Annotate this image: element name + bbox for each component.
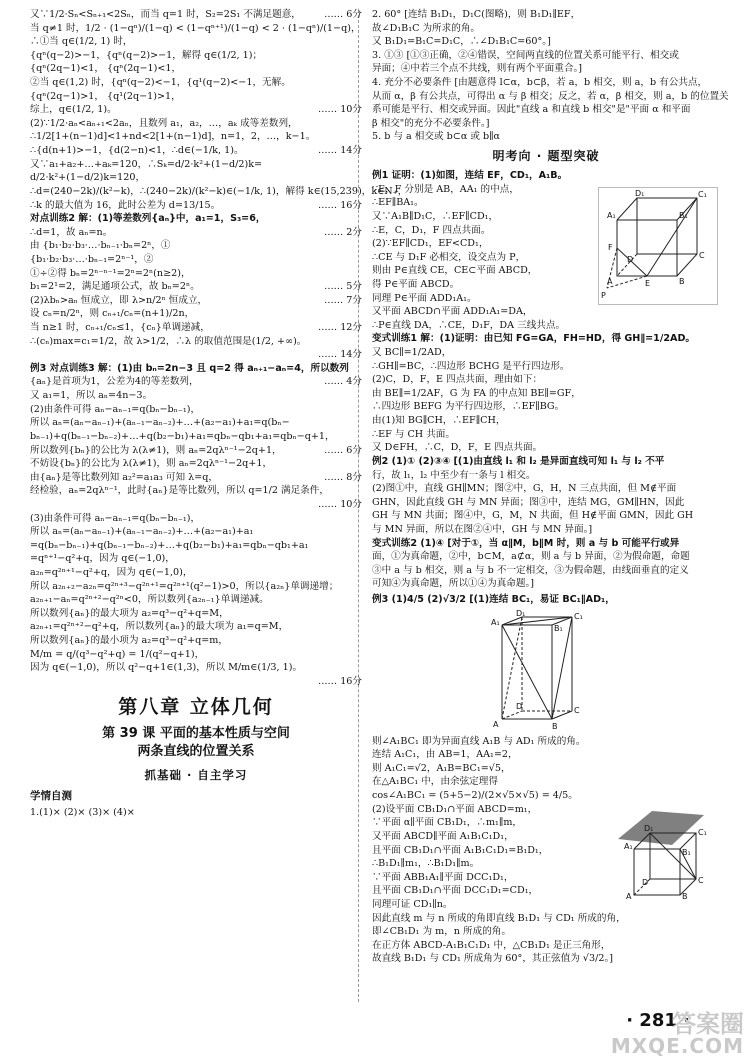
variant1-line xyxy=(372,387,720,401)
answer-line: 故∠D₁B₁C 为所求的角。 xyxy=(372,22,481,34)
svg-text:D₁: D₁ xyxy=(516,608,526,618)
svg-text:C₁: C₁ xyxy=(698,827,707,837)
variant1-line xyxy=(372,414,720,428)
solution-line-text: 因为 q∈(−1,0)，所以 q²−q+1∈(1,3)，所以 M/m∈(1/3, 1)。 xyxy=(30,662,303,674)
solution-line xyxy=(30,389,362,403)
right-column xyxy=(372,8,729,966)
answers-continued xyxy=(372,8,729,144)
solution-line-text: 不妨设{bₙ}的公比为 λ(λ≠1)，则 aₙ=2qλⁿ⁻¹−2q+1， xyxy=(30,458,273,470)
score-marker: …… 2分 xyxy=(324,226,362,238)
svg-text:C₁: C₁ xyxy=(698,190,707,200)
example3-line: 在正方体 ABCD-A₁B₁C₁D₁ 中，△CB₁D₁ 是正三角形， xyxy=(372,939,611,951)
watermark-top-text: 答案圈 xyxy=(672,1010,744,1038)
solution-line-text: ∴①当 q∈(1/2, 1) 时， xyxy=(30,36,133,48)
solution-line-text: (2)∵1/2·aₙ<aₙ₊₁<2aₙ，且数列 a₁，a₂，…，aₖ 成等差数列， xyxy=(30,117,298,129)
solution-line xyxy=(30,22,362,36)
solution-line-text: ②当 q∈(1,2) 时，{qⁿ(q−2)<−1，{q¹(q−2)<−1，无解。 xyxy=(30,77,291,89)
solution-line-text: bₙ₋₁)+q(bₙ₋₁−bₙ₋₂)+…+q(b₂−b₁)+a₁=qbₙ−qb₁+a₁=qbₙ−q+1， xyxy=(30,430,335,442)
solution-line-text: 所以 aₙ=(aₙ−aₙ₋₁)+(aₙ₋₁−aₙ₋₂)+…+(a₂−a₁)+a₁=q(bₙ− xyxy=(30,417,290,429)
variant1-line xyxy=(372,373,720,387)
solution-line-text: 例3 对点训练3 解：(1)由 bₙ=2n−3 且 q=2 得 aₙ₊₁−aₙ=4，所以数列 xyxy=(30,362,349,374)
solution-line xyxy=(30,620,362,634)
cube-figure-2 xyxy=(614,805,718,901)
example1-line xyxy=(372,196,590,210)
score-marker: …… 10分 xyxy=(317,498,362,510)
solution-line xyxy=(30,430,362,444)
example1-line xyxy=(372,319,590,333)
section-basics-title: 抓基础 · 自主学习 xyxy=(144,767,248,782)
score-marker: …… 16分 xyxy=(317,675,362,687)
solution-line xyxy=(30,593,362,607)
example1-line-text: 例1 证明：(1)如图，连结 EF，CD₁，A₁B。 xyxy=(372,170,568,182)
solution-line xyxy=(30,62,362,76)
example2-line xyxy=(372,455,720,469)
chapter-title: 第八章 立体几何 xyxy=(118,696,274,719)
example1-line-text: 同理 P∈平面 ADD₁A₁。 xyxy=(372,292,477,304)
example3-line: (2)设平面 CB₁D₁∩平面 ABCD=m₁， xyxy=(372,803,538,815)
solution-line-text: 又∵a₁+a₂+…+aₖ=120，∴Sₖ=d/2·k²+(1−d/2)k= xyxy=(30,158,263,170)
solution-line-text: {b₁·b₂·b₃·…·bₙ₋₁=2ⁿ⁻¹，② xyxy=(30,253,154,265)
variant1-line-text: 又 BC∥=1/2AD， xyxy=(372,347,452,359)
example1-block xyxy=(372,169,720,332)
example3-line: 在△A₁BC₁ 中，由余弦定理得 xyxy=(372,776,498,788)
variant1-line-text: ∴四边形 BEFG 为平行四边形，∴EF∥BG。 xyxy=(372,401,565,413)
example2-line xyxy=(372,523,720,537)
svg-text:A₁: A₁ xyxy=(607,211,616,221)
example1-line xyxy=(372,292,590,306)
answer-line: 3. ①③ [①③正确，②④错误，空间两直线的位置关系可能平行、相交或 xyxy=(372,49,679,61)
example1-line-text: ∴CE 与 D₁F 必相交，设交点为 P， xyxy=(372,251,526,263)
variant2-line-text: 面，①为真命题，②中，b⊂M，a⊄α，则 a 与 b 异面，②为假命题，命题 xyxy=(372,551,690,563)
solution-line xyxy=(30,457,362,471)
solution-line-text: (2)λbₙ>aₙ 恒成立，即 λ>n/2ⁿ 恒成立， xyxy=(30,294,208,306)
example1-line xyxy=(372,305,590,319)
svg-text:D₁: D₁ xyxy=(644,823,654,833)
solution-line xyxy=(30,171,362,185)
answer-line: 系可能是平行、相交或异面。因此"直线 a 和直线 b 相交"是"平面 α 和平面 xyxy=(372,104,691,116)
svg-text:A: A xyxy=(493,719,499,729)
example1-line xyxy=(372,183,590,197)
variant2-line xyxy=(372,550,720,564)
solution-line-text: (2)由条件可得 aₙ−aₙ₋₁=q(bₙ−bₙ₋₁)， xyxy=(30,403,201,415)
solution-line xyxy=(30,512,362,526)
solution-line xyxy=(30,117,362,131)
lesson-title-line2: 两条直线的位置关系 xyxy=(137,743,255,759)
solution-line xyxy=(30,144,362,158)
score-marker: …… 7分 xyxy=(324,294,362,306)
solution-line xyxy=(30,375,362,389)
example2-line-text: 与 MN 异面，所以在图②④中，GH 与 MN 异面。] xyxy=(372,523,593,535)
svg-text:B₁: B₁ xyxy=(682,847,691,857)
solution-line-text: b₁=2¹=2，满足通项公式，故 bₙ=2ⁿ。 xyxy=(30,281,200,293)
example1-line xyxy=(372,278,590,292)
example1-line xyxy=(372,169,590,183)
solution-line xyxy=(30,226,362,240)
example3-line: cos∠A₁BC₁ = (5+5−2)/(2×√5×√5) = 4/5。 xyxy=(372,790,578,802)
example1-line-text: ∴EF∥BA₁。 xyxy=(372,197,424,209)
svg-text:B₁: B₁ xyxy=(679,211,688,221)
solution-line xyxy=(30,103,362,117)
score-marker: …… 4分 xyxy=(324,376,362,388)
example3-lines xyxy=(372,735,626,966)
example2-line xyxy=(372,482,720,496)
example2-line xyxy=(372,496,720,510)
solution-line-text: (3)由条件可得 aₙ−aₙ₋₁=q(bₙ−bₙ₋₁)， xyxy=(30,512,201,524)
example2-line xyxy=(372,509,720,523)
solution-line-text: 综上，q∈(1/2, 1)。 xyxy=(30,104,117,116)
svg-text:B: B xyxy=(552,721,558,731)
solution-line-text: ∴(cₙ)max=c₁=1/2，故 λ>1/2，∴λ 的取值范围是(1/2, +∞)。 xyxy=(30,335,307,347)
solution-line-text: 所以 a₂ₙ₊₂−a₂ₙ=q²ⁿ⁺³−q²ⁿ⁺¹=q²ⁿ⁺¹(q²−1)>0，所以{a₂ₙ}单调递增； xyxy=(30,580,339,592)
example3-heading: 例3 (1)4/5 (2)√3/2 [(1)连结 BC₁，易证 BC₁∥AD₁， xyxy=(372,594,615,606)
example2-line-text: (2)图①中，直线 GH∥MN；图②中，G，H，N 三点共面，但 M∉平面 xyxy=(372,483,677,495)
variant1-line-text: (2)C，D，F，E 四点共面，理由如下： xyxy=(372,374,543,386)
variant1-line xyxy=(372,346,720,360)
answer-line: 异面；④中若三个点不共线，则有两个平面重合。] xyxy=(372,63,583,75)
example1-line-text: 则由 P∈直线 CE，CE⊂平面 ABCD， xyxy=(372,265,538,277)
example2-line-text: GH 与 MN 共面；图④中，G，M，N 共面，但 H∉平面 GMN，因此 GH xyxy=(372,510,694,522)
variant1-line xyxy=(372,360,720,374)
svg-text:D₁: D₁ xyxy=(635,189,645,199)
variant2-line xyxy=(372,577,720,591)
score-marker: …… 10分 xyxy=(317,104,362,116)
solution-line xyxy=(30,362,362,376)
variant1-line xyxy=(372,428,720,442)
solution-line-text: 所以数列{bₙ}的公比为 λ(λ≠1)，则 aₙ=2qλⁿ⁻¹−2q+1， xyxy=(30,444,282,456)
solution-line xyxy=(30,267,362,281)
solution-line xyxy=(30,185,408,199)
score-marker: …… 6分 xyxy=(324,9,362,20)
example3-line: 连结 A₁C₁，由 AB=1，AA₁=2， xyxy=(372,749,518,761)
variant1-line xyxy=(372,441,720,455)
score-marker: …… 12分 xyxy=(317,322,362,334)
svg-text:C: C xyxy=(699,251,705,261)
solution-line xyxy=(30,8,362,22)
solution-line-text: {qⁿ(q−2)>−1，{qⁿ(q−2)>−1，解得 q∈(1/2, 1)； xyxy=(30,49,263,61)
watermark-site-text: MXQE.COM xyxy=(610,1034,744,1058)
score-marker: …… 14分 xyxy=(317,349,362,361)
solution-line xyxy=(30,444,362,458)
prism-diagram xyxy=(490,608,586,731)
solution-line xyxy=(30,580,362,594)
solution-line xyxy=(30,35,362,49)
solution-line-text: ①÷②得 bₙ=2ⁿ⁻ⁿ⁻¹=2ⁿ=2ⁿ(n≥2)， xyxy=(30,267,191,279)
example1-line xyxy=(372,237,590,251)
svg-text:D: D xyxy=(642,877,649,887)
solution-line xyxy=(30,212,362,226)
example3-line: 因此直线 m 与 n 所成的角即直线 B₁D₁ 与 CD₁ 所成的角， xyxy=(372,912,626,924)
svg-text:D: D xyxy=(627,255,634,265)
svg-text:A: A xyxy=(607,277,613,287)
solution-line-text: {qⁿ(2q−1)>1， {q¹(2q−1)>1， xyxy=(30,90,181,102)
answer-line: β 相交"的充分不必要条件。] xyxy=(372,117,490,129)
solution-line-text: d/2·k²+(1−d/2)k=120， xyxy=(30,172,146,184)
solution-line-text: M/m = q/(q³−q²+q) = 1/(q²−q+1)， xyxy=(30,648,205,660)
solution-line-text: =q(bₙ−bₙ₋₁)+q(bₙ₋₁−bₙ₋₂)+…+q(b₂−b₁)+a₁=qbₙ−qb₁+a₁ xyxy=(30,539,309,551)
solution-line xyxy=(30,90,362,104)
variant1-line xyxy=(372,332,720,346)
example3-line: ∴B₁D₁∥m₁，∴B₁D₁∥m。 xyxy=(372,858,480,870)
solution-line-text: a₂ₙ=q²ⁿ⁺¹−q²+q，因为 q∈(−1,0)， xyxy=(30,566,193,578)
solution-line-text: 经检验，aₙ=2qλⁿ⁻¹，此时{aₙ}是等比数列，所以 q=1/2 满足条件， xyxy=(30,485,329,497)
answer-line: 5. b 与 a 相交或 b⊂α 或 b∥α xyxy=(372,131,501,143)
solution-line xyxy=(30,661,362,675)
solution-line xyxy=(30,675,362,689)
solution-line xyxy=(30,158,362,172)
svg-text:F: F xyxy=(608,243,613,253)
solution-line xyxy=(30,76,362,90)
svg-text:C₁: C₁ xyxy=(574,611,583,621)
section-problem-types-title: 明考向 · 题型突破 xyxy=(492,149,600,164)
solution-line-text: 所以 aₙ=(aₙ−aₙ₋₁)+(aₙ₋₁−aₙ₋₂)+…+(a₂−a₁)+a₁ xyxy=(30,526,254,538)
example3-line: 即∠CB₁D₁ 为 m，n 所成的角。 xyxy=(372,926,511,938)
solution-line-text: a₂ₙ₊₁=q²ⁿ⁺²−q²+q，所以数列{aₙ}的最大项为 a₁=q=M， xyxy=(30,621,289,633)
solution-line-text: 又 a₁=1，所以 aₙ=4n−3。 xyxy=(30,390,153,402)
variant2-line-text: 可知④为真命题，所以①④为真命题。] xyxy=(372,578,535,590)
cube-figure-1 xyxy=(598,187,718,305)
solution-line xyxy=(30,239,362,253)
variant-training1-lines xyxy=(372,332,720,454)
page-number: · 281 · xyxy=(626,1010,690,1032)
solution-line xyxy=(30,484,362,498)
example1-line-text: ∵E，F 分别是 AB，AA₁ 的中点， xyxy=(372,183,519,195)
svg-text:E: E xyxy=(645,279,651,289)
score-marker: …… 16分 xyxy=(317,199,362,211)
solution-line xyxy=(30,403,362,417)
solution-line xyxy=(30,199,362,213)
example3-line: 又平面 ABCD∥平面 A₁B₁C₁D₁， xyxy=(372,830,514,842)
variant1-line-text: 由(1)知 BG∥CH，∴EF∥CH， xyxy=(372,415,506,427)
solution-line-text: ∴{d(n+1)>−1，{d(2−n)<1，∴d∈(−1/k, 1)。 xyxy=(30,145,244,157)
solution-line xyxy=(30,566,362,580)
variant1-line-text: ∴GH∥=BC，∴四边形 BCHG 是平行四边形。 xyxy=(372,360,570,372)
solution-line xyxy=(30,335,362,349)
solution-line-text: 所以数列{aₙ}的最小项为 a₂=q³−q²+q=m， xyxy=(30,635,228,647)
prism-figure xyxy=(490,608,586,731)
solution-line xyxy=(30,471,362,485)
variant-training2-lines xyxy=(372,537,720,591)
example3-block xyxy=(372,735,720,966)
solution-line xyxy=(30,253,362,267)
variant1-line-text: 又 D∈FH，∴C，D，F，E 四点共面。 xyxy=(372,442,543,454)
self-test-answers: 1.(1)× (2)× (3)× (4)× xyxy=(30,806,135,818)
example2-lines xyxy=(372,455,720,537)
example3-line: ∵平面 α∥平面 CB₁D₁，∴m₁∥m， xyxy=(372,817,523,829)
solution-line xyxy=(30,294,362,308)
score-marker: …… 5分 xyxy=(324,281,362,293)
solution-line-text: 由{aₙ}是等比数列知 a₂²=a₁a₃ 可知 λ=q， xyxy=(30,471,219,483)
example3-line: 且平面 CB₁D₁∩平面 A₁B₁C₁D₁=B₁D₁， xyxy=(372,844,549,856)
solution-line xyxy=(30,307,362,321)
example2-line xyxy=(372,469,720,483)
example1-line-text: ∴P∈直线 DA，∴CE，D₁F，DA 三线共点。 xyxy=(372,319,566,331)
example1-line-text: ∴E，C，D₁，F 四点共面。 xyxy=(372,224,491,236)
score-marker: …… 6分 xyxy=(324,444,362,456)
solution-line xyxy=(30,539,362,553)
self-test-title: 学情自测 xyxy=(30,789,72,802)
example1-line-text: 得 P∈平面 ABCD。 xyxy=(372,279,460,290)
solution-line-text: 设 cₙ=n/2ⁿ，则 cₙ₊₁/cₙ=(n+1)/2n， xyxy=(30,308,195,320)
example1-line xyxy=(372,210,590,224)
example1-line xyxy=(372,224,590,238)
solution-line xyxy=(30,525,362,539)
svg-text:B: B xyxy=(682,891,688,901)
answer-line: 4. 充分不必要条件 [由题意得 l⊂α，b⊂β，若 a，b 相交，则 a，b 有公共点， xyxy=(372,77,708,89)
solution-line xyxy=(30,634,362,648)
svg-text:A₁: A₁ xyxy=(491,617,500,627)
solution-line xyxy=(30,498,362,512)
solution-line-text: 当 q≠1 时，1/2 · (1−qⁿ)/(1−q) < (1−qⁿ⁺¹)/(1−q) < 2 · (1−qⁿ)/(1−q)， xyxy=(30,22,361,34)
answer-line: 2. 60° [连结 B₁D₁，D₁C(图略)，则 B₁D₁∥EF， xyxy=(372,9,581,20)
solution-line-text: ∴1/2[1+(n−1)d]<1+nd<2[1+(n−1)d]，n=1，2，…，k−1。 xyxy=(30,131,316,143)
variant2-line xyxy=(372,537,720,551)
example1-lines xyxy=(372,169,590,332)
solution-line xyxy=(30,552,362,566)
solution-line-text: 又∵1/2·Sₙ<Sₙ₊₁<2Sₙ，而当 q=1 时，S₂=2S₁ 不满足题意， xyxy=(30,9,301,20)
svg-text:C: C xyxy=(698,875,704,885)
example3-line: 且平面 CB₁D₁∩平面 DCC₁D₁=CD₁， xyxy=(372,885,539,897)
example1-line-text: 又∵A₁B∥D₁C，∴EF∥CD₁， xyxy=(372,210,499,222)
solution-line xyxy=(30,648,362,662)
svg-text:P: P xyxy=(601,291,606,301)
lesson-title-line1: 第 39 课 平面的基本性质与空间 xyxy=(102,726,290,742)
answer-line: 从而 α，β 有公共点，可得出 α 与 β 相交；反之，若 α，β 相交，则 a，b 的位置关 xyxy=(372,90,729,102)
solution-line xyxy=(30,348,362,362)
svg-text:B₁: B₁ xyxy=(554,623,563,633)
example1-line-text: (2)∵EF∥CD₁，EF<CD₁， xyxy=(372,238,489,250)
variant1-line xyxy=(372,400,720,414)
example3-line: 同理可证 CD₁∥n。 xyxy=(372,898,453,910)
svg-text:C: C xyxy=(574,705,580,715)
variant1-line-text: 变式训练1 解：(1)证明：由已知 FG=GA，FH=HD，得 GH∥=1/2AD。 xyxy=(372,333,696,345)
solution-line-text: {qⁿ(2q−1)<1， {qⁿ(2q−1)<1， xyxy=(30,63,182,75)
variant2-line-text: ③中 a 与 b 相交，则 a 与 b 不一定相交，③为假命题，由线面垂直的定义 xyxy=(372,564,689,576)
solution-line-text: ∴d=1，故 aₙ=n。 xyxy=(30,226,113,238)
svg-text:B: B xyxy=(679,277,685,287)
variant1-line-text: ∴EF 与 CH 共面。 xyxy=(372,428,455,440)
answer-line: 又 B₁D₁=B₁C=D₁C，∴∠D₁B₁C=60°。] xyxy=(372,36,551,48)
cube-plane-diagram xyxy=(614,805,718,901)
example1-line xyxy=(372,264,590,278)
example2-line-text: GHN，因此直线 GH 与 MN 异面；图③中，连结 MG，GM∥HN，因此 xyxy=(372,496,685,508)
solution-line-text: ∴k 的最大值为 16，此时公差为 d=13/15。 xyxy=(30,199,221,211)
example2-line-text: 例2 (1)① (2)③④ [(1)由直线 l₁ 和 l₂ 是异面直线可知 l₁ 与 l₂ 不平 xyxy=(372,455,665,467)
svg-text:D: D xyxy=(516,701,523,711)
solution-line xyxy=(30,49,362,63)
solution-line-text: =qⁿ⁺¹−q²+q，因为 q∈(−1,0)， xyxy=(30,553,175,565)
score-marker: …… 8分 xyxy=(324,471,362,483)
svg-text:A₁: A₁ xyxy=(624,841,633,851)
example3-line: 则∠A₁BC₁ 即为异面直线 A₁B 与 AD₁ 所成的角。 xyxy=(372,735,586,747)
variant1-line-text: 由 BE∥=1/2AF，G 为 FA 的中点知 BE∥=GF， xyxy=(372,387,581,399)
solution-line-text: ∴d=(240−2k)/(k²−k)，∴(240−2k)/(k²−k)∈(−1/k, 1)，解得 k∈(15,239)，k∈N₊， xyxy=(30,185,408,197)
solution-line xyxy=(30,280,362,294)
score-marker: …… 14分 xyxy=(317,145,362,157)
solution-line xyxy=(30,416,362,430)
example2-line-text: 行，故 l₁，l₂ 中至少有一条与 l 相交。 xyxy=(372,469,536,481)
solution-line-text: 当 n≥1 时，cₙ₊₁/cₙ≤1，{cₙ}单调递减， xyxy=(30,322,210,334)
solution-line-text: 由 {b₁·b₂·b₃·…·bₙ₋₁·bₙ=2ⁿ，① xyxy=(30,240,171,252)
solution-line-text: {aₙ}是首项为1，公差为4的等差数列， xyxy=(30,376,199,388)
solution-line-text: a₂ₙ₊₁−aₙ=q²ⁿ⁺²−q²ⁿ<0，所以数列{a₂ₙ₋₁}单调递减。 xyxy=(30,594,269,606)
variant2-line xyxy=(372,564,720,578)
example3-line: 故直线 B₁D₁ 与 CD₁ 所成角为 60°，其正弦值为 √3/2。] xyxy=(372,953,614,965)
svg-text:α: α xyxy=(618,827,624,837)
example3-line: ∵平面 ABB₁A₁∥平面 DCC₁D₁， xyxy=(372,871,514,883)
cube-diagram-ef-cd1 xyxy=(599,188,717,304)
solution-line xyxy=(30,130,362,144)
example1-line-text: 又平面 ABCD∩平面 ADD₁A₁=DA， xyxy=(372,306,533,318)
solution-line xyxy=(30,607,362,621)
svg-text:A: A xyxy=(626,891,632,901)
example1-line xyxy=(372,251,590,265)
watermark-logo xyxy=(611,1012,744,1056)
solution-line-text: 对点训练2 解：(1)等差数列{aₙ}中，a₁=1，S₃=6， xyxy=(30,213,266,225)
variant2-line-text: 变式训练2 (1)④ [对于①，当 α∥M，b∥M 时，则 a 与 b 可能平行或异 xyxy=(372,537,680,549)
solution-line xyxy=(30,321,362,335)
example3-line: 则 A₁C₁=√2，A₁B=BC₁=√5， xyxy=(372,762,511,774)
solution-line-text: 所以数列{aₙ}的最大项为 a₂=q³−q²+q=M， xyxy=(30,607,229,619)
